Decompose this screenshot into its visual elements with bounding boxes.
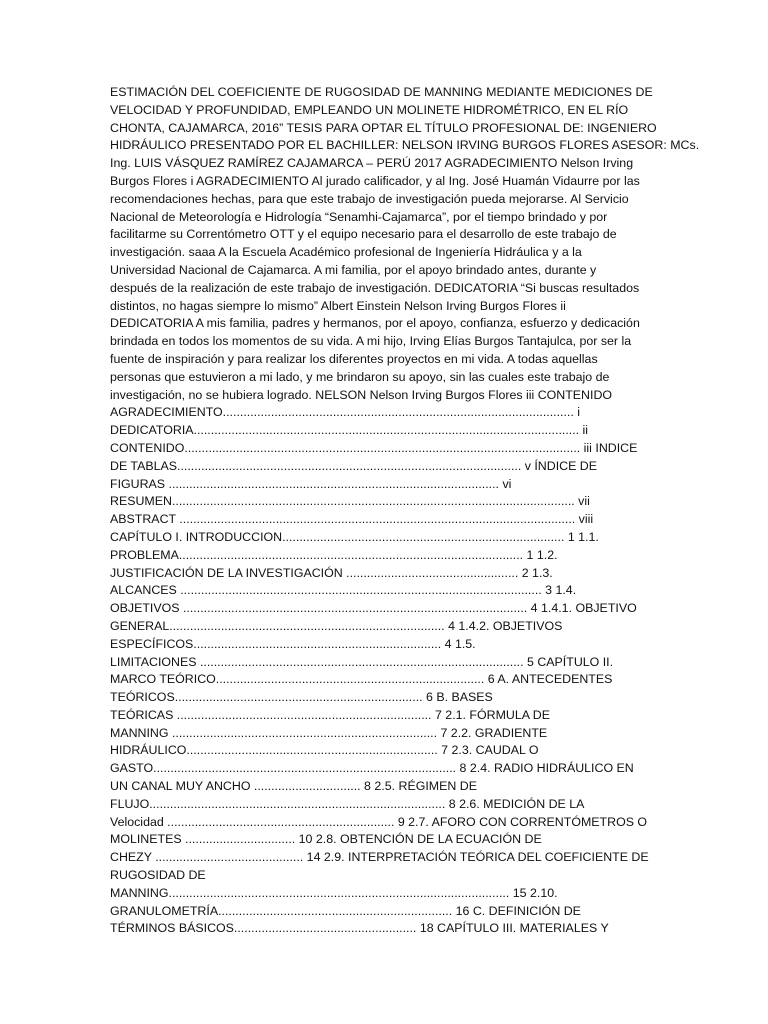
text-line: OBJETIVOS .................................................................................................... 4 1.4.1. OBJETIVO [110, 601, 637, 616]
text-line: TEÓRICOS........................................................................ 6 B. BASES [110, 690, 493, 705]
text-line: ESPECÍFICOS........................................................................ 4 1.5. [110, 636, 476, 651]
text-line: LIMITACIONES .............................................................................................. 5 CAPÍTULO II. [110, 654, 614, 669]
text-line: JUSTIFICACIÓN DE LA INVESTIGACIÓN .................................................. 2 1.3. [110, 565, 553, 580]
text-line: FLUJO...................................................................................... 8 2.6. MEDICIÓN DE LA [110, 796, 585, 811]
text-line: HIDRÁULICO PRESENTADO POR EL BACHILLER: NELSON IRVING BURGOS FLORES ASESOR: MCs. [110, 138, 700, 153]
text-line: GRANULOMETRÍA.................................................................... 16 C. DEFINICIÓN DE [110, 903, 581, 918]
text-line: MANNING................................................................................................... 15 2.10. [110, 885, 558, 900]
text-line: Universidad Nacional de Cajamarca. A mi familia, por el apoyo brindado antes, durante y [110, 262, 597, 277]
text-line: después de la realización de este trabajo de investigación. DEDICATORIA “Si buscas resultados [110, 280, 640, 295]
text-line: facilitarme su Correntómetro OTT y el equipo necesario para el desarrollo de este trabajo de [110, 227, 617, 242]
text-line: Nacional de Meteorología e Hidrología “Senamhi-Cajamarca”, por el tiempo brindado y por [110, 209, 608, 224]
text-line: CHONTA, CAJAMARCA, 2016” TESIS PARA OPTAR EL TÍTULO PROFESIONAL DE: INGENIERO [110, 120, 657, 135]
text-line: CHEZY ........................................... 14 2.9. INTERPRETACIÓN TEÓRICA DEL COEFICIENTE DE [110, 850, 649, 865]
text-line: Burgos Flores i AGRADECIMIENTO Al jurado calificador, y al Ing. José Huamán Vidaurre por las [110, 173, 640, 188]
text-line: GASTO........................................................................................ 8 2.4. RADIO HIDRÁULICO EN [110, 761, 634, 776]
text-line: fuente de inspiración y para realizar los diferentes proyectos en mi vida. A todas aquellas [110, 351, 598, 366]
text-line: ALCANCES ......................................................................................................... 3 1.4. [110, 583, 577, 598]
text-line: FIGURAS ................................................................................................ vi [110, 476, 512, 491]
text-line: Velocidad .................................................................. 9 2.7. AFORO CON CORRENTÓMETROS O [110, 814, 648, 829]
text-line: DE TABLAS.................................................................................................... v ÍNDICE DE [110, 458, 598, 473]
text-line: UN CANAL MUY ANCHO ............................... 8 2.5. RÉGIMEN DE [110, 779, 477, 794]
text-line: AGRADECIMIENTO...................................................................................................... i [110, 405, 581, 420]
text-line: investigación. saaa A la Escuela Académico profesional de Ingeniería Hidráulica y a la [110, 245, 582, 260]
text-line: brindada en todos los momentos de su vida. A mi hijo, Irving Elías Burgos Tantajulca, por ser la [110, 334, 632, 349]
text-line: recomendaciones hechas, para que este trabajo de investigación pueda mejorarse. Al Servicio [110, 191, 629, 206]
text-line: Ing. LUIS VÁSQUEZ RAMÍREZ CAJAMARCA – PERÚ 2017 AGRADECIMIENTO Nelson Irving [110, 156, 634, 171]
text-line: VELOCIDAD Y PROFUNDIDAD, EMPLEANDO UN MOLINETE HIDROMÉTRICO, EN EL RÍO [110, 102, 629, 117]
text-line: MOLINETES ................................ 10 2.8. OBTENCIÓN DE LA ECUACIÓN DE [110, 832, 542, 847]
text-line: ESTIMACIÓN DEL COEFICIENTE DE RUGOSIDAD DE MANNING MEDIANTE MEDICIONES DE [110, 85, 653, 99]
text-line: TÉRMINOS BÁSICOS..................................................... 18 CAPÍTULO III. MATERIALES Y [110, 921, 609, 936]
text-line: ABSTRACT ................................................................................................................... viii [110, 512, 594, 527]
text-line: RESUMEN..................................................................................................................... vii [110, 494, 590, 509]
text-line: MARCO TEÓRICO.............................................................................. 6 A. ANTECEDENTES [110, 672, 613, 687]
text-line: RUGOSIDAD DE [110, 868, 206, 883]
text-line: CONTENIDO................................................................................................................... iii INDICE [110, 440, 638, 455]
text-line: HIDRÁULICO......................................................................... 7 2.3. CAUDAL O [110, 743, 539, 758]
text-line: investigación, no se hubiera logrado. NELSON Nelson Irving Burgos Flores iii CONTENIDO [110, 387, 613, 402]
text-line: personas que estuvieron a mi lado, y me brindaron su apoyo, sin las cuales este trabajo de [110, 369, 610, 384]
text-line: DEDICATORIA................................................................................................................ ii [110, 423, 589, 438]
text-line: CAPÍTULO I. INTRODUCCION.................................................................................. 1 1.1. [110, 529, 599, 544]
text-line: PROBLEMA.................................................................................................... 1 1.2. [110, 547, 558, 562]
text-line: distintos, no hagas siempre lo mismo” Albert Einstein Nelson Irving Burgos Flores ii [110, 298, 566, 313]
text-line: DEDICATORIA A mis familia, padres y hermanos, por el apoyo, confianza, esfuerzo y dedicación [110, 316, 640, 331]
text-line: GENERAL................................................................................ 4 1.4.2. OBJETIVOS [110, 618, 563, 633]
document-body-text [110, 84, 700, 938]
text-line: MANNING ............................................................................. 7 2.2. GRADIENTE [110, 725, 548, 740]
text-line: TEÓRICAS .......................................................................... 7 2.1. FÓRMULA DE [110, 707, 550, 722]
